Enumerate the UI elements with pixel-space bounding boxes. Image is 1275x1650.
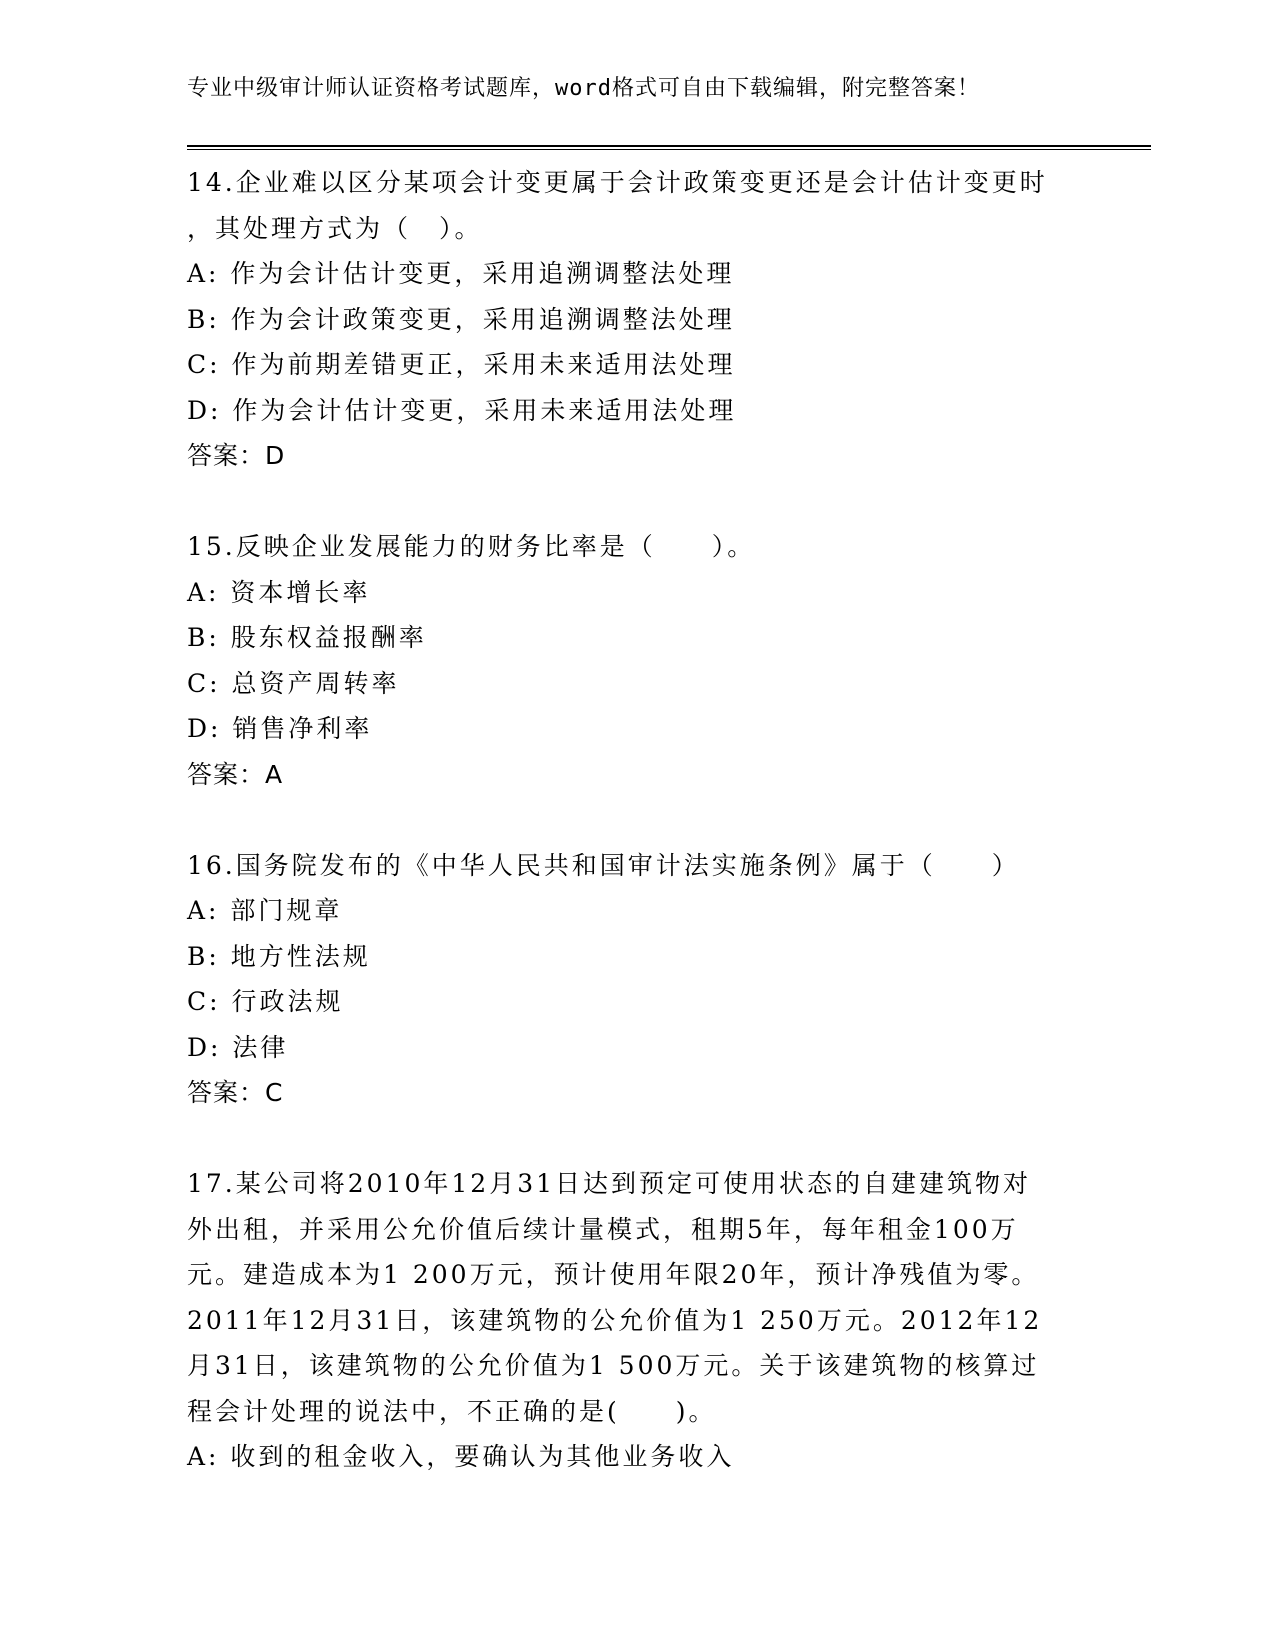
option-a: A: 收到的租金收入，要确认为其他业务收入: [187, 1442, 735, 1471]
option-c: C: 作为前期差错更正，采用未来适用法处理: [187, 350, 736, 379]
option-d: D: 销售净利率: [187, 714, 373, 743]
question-17: [187, 1161, 1087, 1480]
option-a: A: 部门规章: [187, 896, 343, 925]
question-list: [187, 160, 1087, 1480]
question-spacer: [187, 479, 1087, 525]
option-d: D: 作为会计估计变更，采用未来适用法处理: [187, 395, 737, 425]
page-header-text: 专业中级审计师认证资格考试题库，word格式可自由下载编辑，附完整答案！: [187, 76, 980, 101]
question-spacer: [187, 797, 1087, 843]
option-a: A: 资本增长率: [187, 577, 371, 607]
question-stem-line: 月31日，该建筑物的公允价值为1 500万元。关于该建筑物的核算过: [187, 1351, 1040, 1380]
option-b: B: 股东权益报酬率: [187, 623, 427, 652]
question-stem-line: 程会计处理的说法中，不正确的是( )。: [187, 1396, 717, 1426]
question-stem-line: 外出租，并采用公允价值后续计量模式，租期5年，每年租金100万: [187, 1214, 1019, 1244]
option-c: C: 行政法规: [187, 987, 344, 1016]
answer-line: 答案：C: [187, 1078, 284, 1107]
option-d: D: 法律: [187, 1032, 289, 1062]
question-stem-line: 15.反映企业发展能力的财务比率是（ ）。: [187, 532, 756, 561]
question-spacer: [187, 1116, 1087, 1162]
option-b: B: 作为会计政策变更，采用追溯调整法处理: [187, 304, 735, 334]
question-stem-line: 14.企业难以区分某项会计变更属于会计政策变更还是会计估计变更时: [187, 168, 1048, 197]
question-16: [187, 843, 1087, 1116]
option-b: B: 地方性法规: [187, 941, 371, 971]
header-double-rule: [187, 145, 1151, 150]
question-stem-line: ，其处理方式为（ ）。: [187, 213, 483, 243]
answer-line: 答案：A: [187, 759, 284, 789]
answer-line: 答案：D: [187, 441, 286, 470]
question-15: [187, 524, 1087, 797]
question-stem-line: 2011年12月31日，该建筑物的公允价值为1 250万元。2012年12: [187, 1305, 1043, 1335]
question-stem-line: 17.某公司将2010年12月31日达到预定可使用状态的自建建筑物对: [187, 1169, 1032, 1198]
question-stem-line: 16.国务院发布的《中华人民共和国审计法实施条例》属于（ ）: [187, 850, 1020, 880]
option-a: A: 作为会计估计变更，采用追溯调整法处理: [187, 259, 735, 288]
option-c: C: 总资产周转率: [187, 668, 400, 698]
question-stem-line: 元。建造成本为1 200万元，预计使用年限20年，预计净残值为零。: [187, 1260, 1040, 1289]
question-14: [187, 160, 1087, 479]
